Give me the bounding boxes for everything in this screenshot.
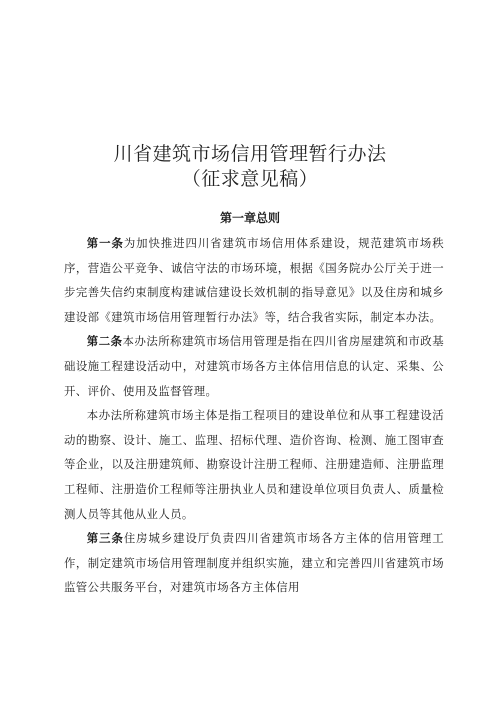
article-text: 住房城乡建设厅负责四川省建筑市场各方主体的信用管理工作，制定建筑市场信用管理制度并组织实施，建立和完善四川省建筑市场监管公共服务平台，对建筑市场各方主体信用 bbox=[64, 531, 445, 595]
document-title: 川省建筑市场信用管理暂行办法 bbox=[113, 143, 387, 165]
article-text: 为加快推进四川省建筑市场信用体系建设，规范建筑市场秩序，营造公平竞争、诚信守法的市场环境，根据《国务院办公厅关于进一步完善失信约束制度构建诚信建设长效机制的指导意见》以及住房和城乡建设部《建筑市场信用管理暂行办法》等，结合我省实际，制定本办法。 bbox=[64, 236, 445, 324]
article-1 bbox=[64, 231, 444, 329]
article-text: 本办法所称建筑市场主体是指工程项目的建设单位和从事工程建设活动的勘察、设计、施工、监理、招标代理、造价咨询、检测、施工图审查等企业，以及注册建筑师、勘察设计注册工程师、注册建造师、注册监理工程师、注册造价工程师等注册执业人员和建设单位项目负责人、质量检测人员等其他从业人员。 bbox=[64, 408, 444, 521]
chapter-heading: 第一章总则 bbox=[219, 211, 280, 225]
article-label: 第三条 bbox=[86, 531, 124, 546]
article-label: 第二条 bbox=[86, 334, 123, 349]
article-text: 本办法所称建筑市场信用管理是指在四川省房屋建筑和市政基础设施工程建设活动中，对建筑市场各方主体信用信息的认定、采集、公开、评价、使用及监督管理。 bbox=[64, 334, 444, 398]
article-2 bbox=[64, 329, 444, 403]
document-subtitle: （征求意见稿） bbox=[181, 168, 319, 190]
article-label: 第一条 bbox=[86, 236, 124, 250]
article-3 bbox=[64, 526, 444, 600]
document-body bbox=[64, 231, 444, 600]
article-2-paragraph-2 bbox=[64, 403, 444, 526]
